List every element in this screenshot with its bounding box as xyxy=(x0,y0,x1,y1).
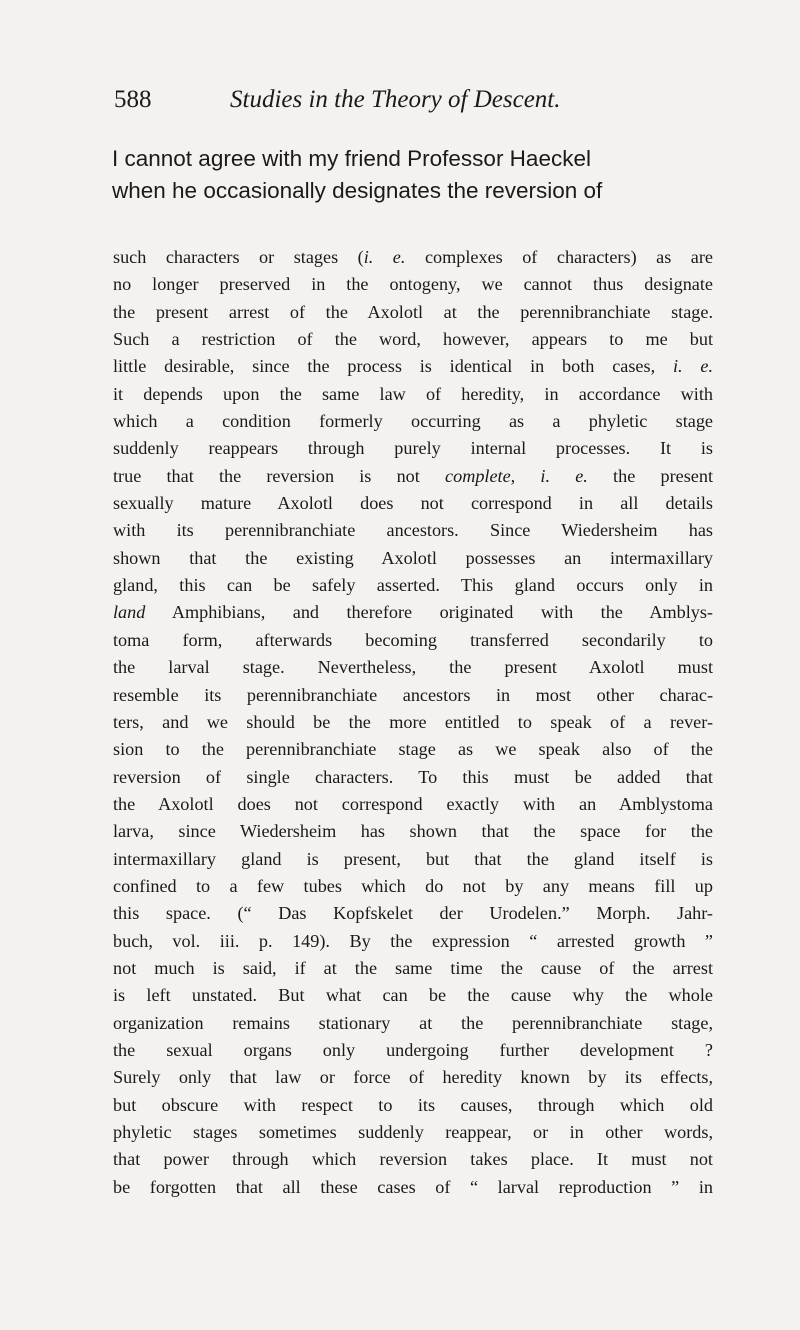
text-segment: confined to a few tubes which do not by any means fill up xyxy=(113,875,713,896)
text-segment: little desirable, since the process is identical in both cases, xyxy=(113,356,673,377)
text-segment: sion to the perennibranchiate stage as we speak also of the xyxy=(113,739,713,760)
text-line xyxy=(113,408,713,435)
text-line xyxy=(113,599,713,626)
text-segment: such characters or stages ( xyxy=(113,247,364,267)
text-segment: suddenly reappears through purely internal processes. It is xyxy=(113,438,713,459)
text-line xyxy=(113,326,713,353)
text-line xyxy=(113,709,713,736)
text-line xyxy=(113,982,713,1009)
text-line xyxy=(113,764,713,791)
text-line xyxy=(113,1119,713,1146)
text-line xyxy=(113,682,713,709)
text-line xyxy=(113,271,713,298)
text-line xyxy=(113,900,713,927)
text-segment: the sexual organs only undergoing further development ? xyxy=(113,1039,713,1060)
text-line xyxy=(113,873,713,900)
text-segment: but obscure with respect to its causes, through which old xyxy=(113,1094,713,1115)
text-line xyxy=(113,1092,713,1119)
text-segment: the larval stage. Nevertheless, the present Axolotl must xyxy=(113,657,713,678)
text-segment: this space. (“ Das Kopfskelet der Urodelen.” Morph. Jahr- xyxy=(113,903,713,924)
text-segment: not much is said, if at the same time the cause of the arrest xyxy=(113,957,713,978)
text-segment: complexes of characters) as are xyxy=(405,247,713,267)
text-segment: no longer preserved in the ontogeny, we cannot thus designate xyxy=(113,274,713,295)
intro-line: when he occasionally designates the reversion of xyxy=(112,178,603,203)
text-segment: is left unstated. But what can be the cause why the whole xyxy=(113,985,713,1006)
italic-text: i. e. xyxy=(672,356,713,377)
text-segment: that power through which reversion takes place. It must not xyxy=(113,1149,713,1170)
text-segment: reversion of single characters. To this must be added that xyxy=(113,766,713,787)
text-line xyxy=(113,463,713,490)
body-paragraph xyxy=(113,244,713,1201)
text-segment: larva, since Wiedersheim has shown that the space for the xyxy=(113,821,713,842)
text-segment: sexually mature Axolotl does not correspond in all details xyxy=(113,493,713,514)
text-segment: the present arrest of the Axolotl at the perennibranchiate stage. xyxy=(113,301,713,322)
text-segment: gland, this can be safely asserted. This gland occurs only in xyxy=(113,575,713,596)
running-head xyxy=(114,80,714,120)
italic-text: land xyxy=(113,602,146,623)
text-segment: it depends upon the same law of heredity, in accordance with xyxy=(113,383,713,404)
italic-text: complete, i. e. xyxy=(445,465,588,486)
text-line xyxy=(113,381,713,408)
text-segment: with its perennibranchiate ancestors. Since Wiedersheim has xyxy=(113,520,713,541)
text-line xyxy=(113,1146,713,1173)
text-line xyxy=(113,1010,713,1037)
text-line xyxy=(113,572,713,599)
text-line xyxy=(113,1174,713,1201)
text-segment: shown that the existing Axolotl possesses an intermaxillary xyxy=(113,547,713,568)
text-segment: true that the reversion is not xyxy=(113,465,446,486)
text-line xyxy=(113,353,713,380)
text-line xyxy=(113,1037,713,1064)
text-segment: which a condition formerly occurring as a phyletic stage xyxy=(113,411,713,432)
running-title: Studies in the Theory of Descent. xyxy=(230,86,561,113)
text-segment: resemble its perennibranchiate ancestors in most other charac- xyxy=(113,684,713,705)
text-segment: be forgotten that all these cases of “ larval reproduction ” in xyxy=(113,1176,713,1197)
text-segment: Amphibians, and therefore originated with the Amblys- xyxy=(145,602,713,623)
text-segment: intermaxillary gland is present, but that the gland itself is xyxy=(113,848,713,869)
text-line xyxy=(113,545,713,572)
text-line xyxy=(113,244,713,271)
text-line xyxy=(113,928,713,955)
text-segment: phyletic stages sometimes suddenly reappear, or in other words, xyxy=(113,1122,713,1142)
text-segment: Such a restriction of the word, however, appears to me but xyxy=(113,329,713,350)
text-line xyxy=(113,791,713,818)
text-line xyxy=(113,736,713,763)
text-line xyxy=(113,955,713,982)
text-segment: the Axolotl does not correspond exactly with an Amblystoma xyxy=(113,793,713,814)
text-segment: ters, and we should be the more entitled to speak of a rever- xyxy=(113,711,713,732)
text-segment: the present xyxy=(587,465,714,486)
page-number: 588 xyxy=(114,86,152,113)
text-segment: buch, vol. iii. p. 149). By the expression “ arrested growth ” xyxy=(113,930,713,951)
text-line xyxy=(113,435,713,462)
text-line xyxy=(113,654,713,681)
text-line xyxy=(113,627,713,654)
intro-line: I cannot agree with my friend Professor Haeckel xyxy=(112,146,591,171)
text-segment: toma form, afterwards becoming transferred secondarily to xyxy=(113,629,713,650)
text-segment: Surely only that law or force of heredity known by its effects, xyxy=(113,1067,713,1088)
text-line xyxy=(113,517,713,544)
text-line xyxy=(113,846,713,873)
intro-paragraph xyxy=(112,143,732,207)
text-line xyxy=(113,818,713,845)
text-line xyxy=(113,299,713,326)
text-line xyxy=(113,490,713,517)
text-line xyxy=(113,1064,713,1091)
italic-text: i. e. xyxy=(363,247,406,267)
text-segment: organization remains stationary at the perennibranchiate stage, xyxy=(113,1012,713,1033)
